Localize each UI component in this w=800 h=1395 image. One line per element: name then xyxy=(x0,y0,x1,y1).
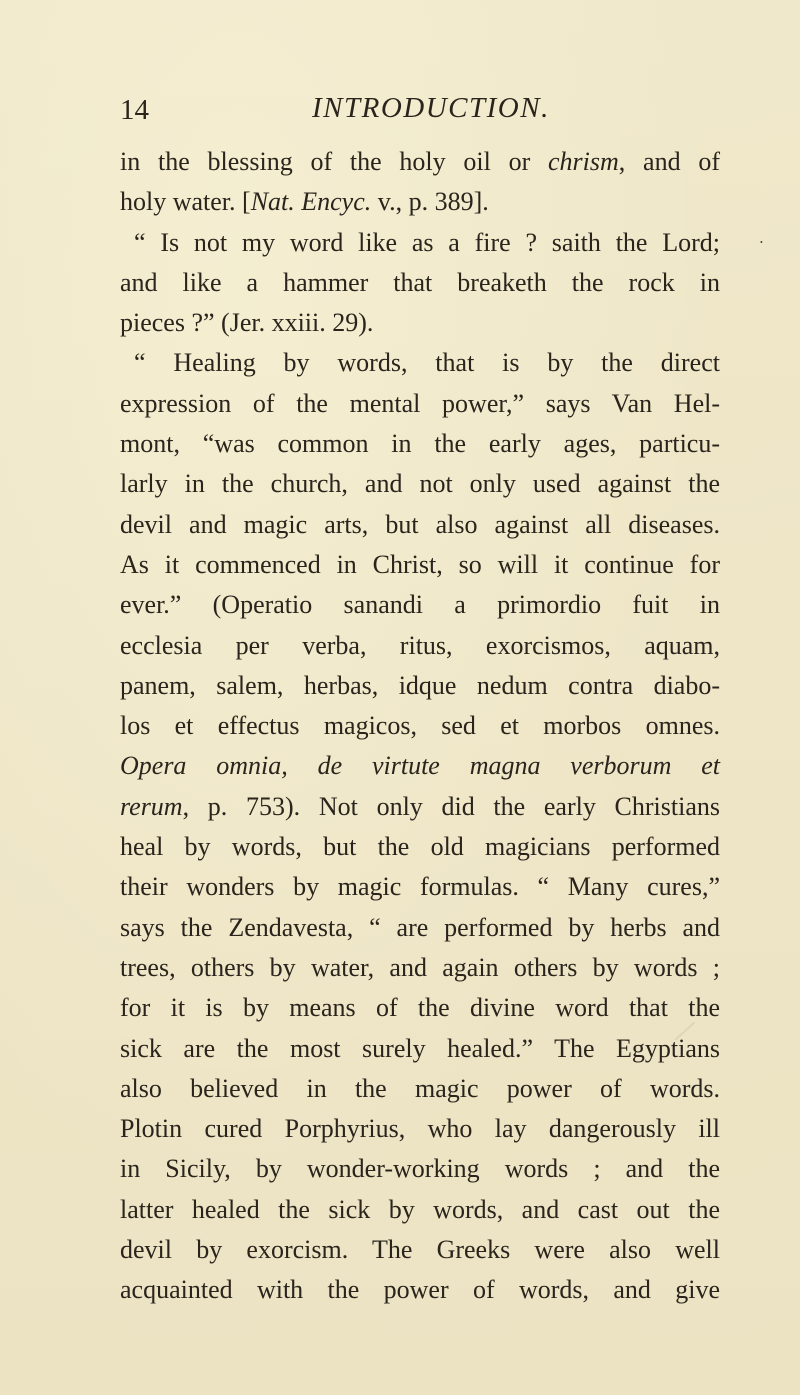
text-line: devil by exorcism. The Greeks were also well xyxy=(120,1235,720,1265)
text-line: pieces ?” (Jer. xxiii. 29). xyxy=(120,308,374,338)
text-line: in Sicily, by wonder-working words ; and the xyxy=(120,1154,720,1184)
text-line: larly in the church, and not only used against the xyxy=(120,469,720,499)
text-line: rerum, p. 753). Not only did the early Christians xyxy=(120,791,720,821)
text-line: “ Is not my word like as a fire ? saith the Lord; xyxy=(134,227,720,257)
text-line: ever.” (Operatio sanandi a primordio fuit in xyxy=(120,590,720,620)
text-line: los et effectus magicos, sed et morbos omnes. xyxy=(120,711,720,741)
text-line: for it is by means of the divine word that the xyxy=(120,993,720,1023)
text-line: in the blessing of the holy oil or chrism, and of xyxy=(120,147,720,176)
text-line: their wonders by magic formulas. “ Many cures,” xyxy=(120,872,720,902)
text-line: heal by words, but the old magicians performed xyxy=(120,832,720,862)
text-line: panem, salem, herbas, idque nedum contra diabo- xyxy=(120,670,720,700)
text-line: Opera omnia, de virtute magna verborum et xyxy=(120,751,720,781)
text-line: Plotin cured Porphyrius, who lay dangerously ill xyxy=(120,1114,720,1144)
text-line: “ Healing by words, that is by the direct xyxy=(134,348,720,378)
margin-dot: • xyxy=(760,238,763,247)
text-line: ecclesia per verba, ritus, exorcismos, aquam, xyxy=(120,630,720,660)
text-line: As it commenced in Christ, so will it continue for xyxy=(120,549,720,579)
text-line: devil and magic arts, but also against all diseases. xyxy=(120,509,720,539)
running-head: INTRODUCTION. xyxy=(312,92,550,124)
text-line: and like a hammer that breaketh the rock in xyxy=(120,267,720,297)
text-line: latter healed the sick by words, and cast out the xyxy=(120,1194,720,1224)
page-header xyxy=(120,88,720,128)
text-line: acquainted with the power of words, and give xyxy=(120,1275,720,1305)
text-line: holy water. [Nat. Encyc. v., p. 389]. xyxy=(120,187,489,217)
body-text xyxy=(120,142,720,1311)
text-line: mont, “was common in the early ages, particu- xyxy=(120,429,720,459)
text-line: says the Zendavesta, “ are performed by herbs and xyxy=(120,912,720,942)
text-line: trees, others by water, and again others by words ; xyxy=(120,952,720,982)
text-line: also believed in the magic power of words. xyxy=(120,1073,720,1103)
text-line: expression of the mental power,” says Van Hel- xyxy=(120,388,720,418)
page-number: 14 xyxy=(120,94,149,126)
text-line: sick are the most surely healed.” The Egyptians xyxy=(120,1033,720,1063)
